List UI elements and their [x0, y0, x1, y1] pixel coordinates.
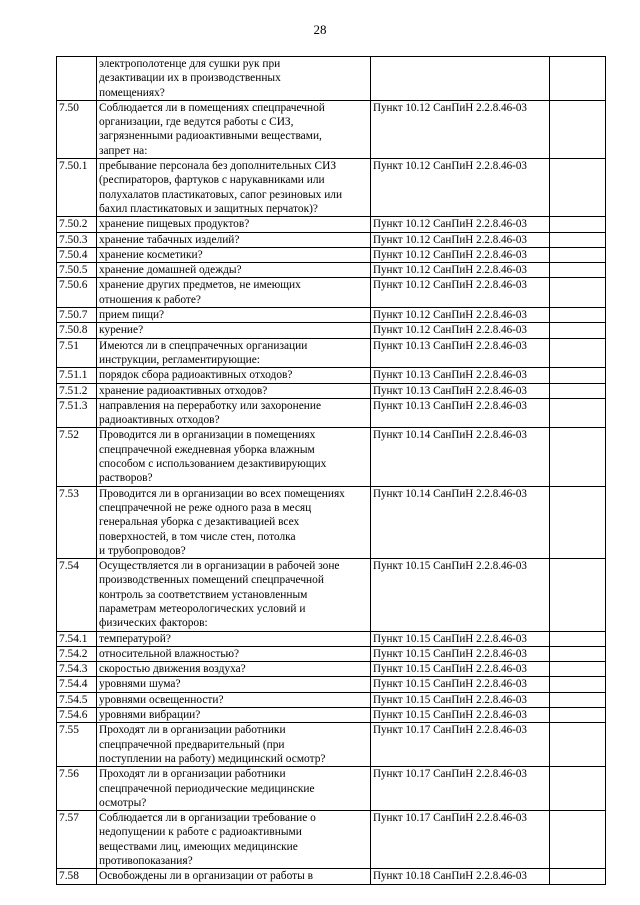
- question-text: хранение радиоактивных отходов?: [99, 384, 268, 397]
- table-row: [57, 247, 606, 262]
- reference-text: Пункт 10.13 СанПиН 2.2.8.46-03: [373, 384, 527, 397]
- reference-cell: [371, 428, 550, 486]
- item-number-cell: [57, 646, 97, 661]
- item-number-cell: [57, 308, 97, 323]
- question-text: уровнями освещенности?: [99, 693, 224, 706]
- note-cell: [550, 486, 606, 558]
- item-number-cell: [57, 323, 97, 338]
- reference-cell: [371, 869, 550, 884]
- table-row: [57, 646, 606, 661]
- reference-cell: [371, 692, 550, 707]
- table-row: [57, 692, 606, 707]
- note-cell: [550, 559, 606, 631]
- question-text: Соблюдается ли в организации требование о недопущении к работе с радиоактивными веществами лиц, имеющих медицинские противопоказания?: [99, 812, 316, 868]
- item-number-text: 7.52: [59, 429, 79, 442]
- question-text: Проходят ли в организации работники спецпрачечной периодические медицинские осмотры?: [99, 768, 315, 809]
- table-row: [57, 631, 606, 646]
- reference-cell: [371, 217, 550, 232]
- question-cell: [97, 263, 371, 278]
- reference-cell: [371, 368, 550, 383]
- reference-cell: [371, 723, 550, 767]
- reference-text: Пункт 10.15 СанПиН 2.2.8.46-03: [373, 632, 527, 645]
- item-number-cell: [57, 159, 97, 217]
- question-text: курение?: [99, 324, 144, 337]
- question-text: Освобождены ли в организации от работы в: [99, 870, 313, 883]
- table-row: [57, 232, 606, 247]
- question-cell: [97, 368, 371, 383]
- item-number-cell: [57, 559, 97, 631]
- table-row: [57, 308, 606, 323]
- table-row: [57, 217, 606, 232]
- item-number-text: 7.54.1: [59, 632, 88, 645]
- note-cell: [550, 247, 606, 262]
- item-number-text: 7.57: [59, 812, 79, 825]
- item-number-text: 7.55: [59, 724, 79, 737]
- question-cell: [97, 278, 371, 308]
- reference-cell: [371, 662, 550, 677]
- reference-cell: [371, 323, 550, 338]
- table-row: [57, 767, 606, 811]
- note-cell: [550, 869, 606, 884]
- question-cell: [97, 811, 371, 869]
- question-cell: [97, 398, 371, 428]
- question-cell: [97, 677, 371, 692]
- question-text: Соблюдается ли в помещениях спецпрачечной организации, где ведутся работы с СИЗ, загрязненными радиоактивными веществами, запрет на:: [99, 101, 325, 157]
- reference-text: Пункт 10.13 СанПиН 2.2.8.46-03: [373, 339, 527, 352]
- question-text: Имеются ли в спецпрачечных организации инструкции, регламентирующие:: [99, 339, 308, 366]
- item-number-text: 7.50.5: [59, 264, 88, 277]
- question-cell: [97, 308, 371, 323]
- item-number-text: 7.50: [59, 101, 79, 114]
- question-text: температурой?: [99, 632, 171, 645]
- question-text: пребывание персонала без дополнительных СИЗ (респираторов, фартуков с нарукавниками или полухалатов пластикатовых, сапог резиновых или бахил пластикатовых и защитных перчаток)?: [99, 160, 343, 215]
- question-text: Проводится ли в организации во всех помещениях спецпрачечной не реже одного раза в месяц генеральная уборка с дезактивацией всех поверхностей, в том числе стен, потолка и трубопроводов?: [99, 487, 345, 557]
- note-cell: [550, 723, 606, 767]
- question-cell: [97, 662, 371, 677]
- item-number-cell: [57, 692, 97, 707]
- reference-cell: [371, 159, 550, 217]
- reference-cell: [371, 247, 550, 262]
- question-cell: [97, 559, 371, 631]
- reference-cell: [371, 486, 550, 558]
- item-number-text: 7.50.1: [59, 160, 88, 173]
- item-number-text: 7.51.3: [59, 399, 88, 412]
- table-row: [57, 323, 606, 338]
- question-cell: [97, 383, 371, 398]
- table-row: [57, 486, 606, 558]
- reference-text: Пункт 10.17 СанПиН 2.2.8.46-03: [373, 724, 527, 737]
- question-text: порядок сбора радиоактивных отходов?: [99, 369, 293, 382]
- item-number-text: 7.53: [59, 487, 79, 500]
- reference-cell: [371, 100, 550, 158]
- question-cell: [97, 57, 371, 101]
- question-text: прием пищи?: [99, 309, 165, 322]
- question-cell: [97, 692, 371, 707]
- item-number-cell: [57, 217, 97, 232]
- table-row: [57, 263, 606, 278]
- reference-text: Пункт 10.15 СанПиН 2.2.8.46-03: [373, 663, 527, 676]
- page-number: 28: [313, 22, 327, 37]
- question-cell: [97, 631, 371, 646]
- reference-cell: [371, 278, 550, 308]
- question-cell: [97, 767, 371, 811]
- item-number-text: 7.51.1: [59, 369, 88, 382]
- note-cell: [550, 811, 606, 869]
- note-cell: [550, 263, 606, 278]
- item-number-text: 7.54.3: [59, 663, 88, 676]
- note-cell: [550, 631, 606, 646]
- item-number-cell: [57, 338, 97, 368]
- item-number-cell: [57, 677, 97, 692]
- reference-text: Пункт 10.12 СанПиН 2.2.8.46-03: [373, 309, 527, 322]
- reference-text: Пункт 10.15 СанПиН 2.2.8.46-03: [373, 647, 527, 660]
- question-text: хранение пищевых продуктов?: [99, 218, 250, 231]
- table-row: [57, 159, 606, 217]
- item-number-cell: [57, 247, 97, 262]
- note-cell: [550, 323, 606, 338]
- question-cell: [97, 100, 371, 158]
- reference-cell: [371, 559, 550, 631]
- item-number-text: 7.54.5: [59, 693, 88, 706]
- item-number-text: 7.50.8: [59, 324, 88, 337]
- reference-text: Пункт 10.17 СанПиН 2.2.8.46-03: [373, 812, 527, 825]
- reference-text: Пункт 10.12 СанПиН 2.2.8.46-03: [373, 248, 527, 261]
- item-number-cell: [57, 383, 97, 398]
- reference-text: Пункт 10.14 СанПиН 2.2.8.46-03: [373, 487, 527, 500]
- reference-text: Пункт 10.12 СанПиН 2.2.8.46-03: [373, 160, 527, 173]
- reference-text: Пункт 10.15 СанПиН 2.2.8.46-03: [373, 709, 527, 722]
- table-row: [57, 383, 606, 398]
- item-number-cell: [57, 708, 97, 723]
- table-row: [57, 708, 606, 723]
- table-row: [57, 278, 606, 308]
- question-cell: [97, 723, 371, 767]
- reference-cell: [371, 263, 550, 278]
- note-cell: [550, 159, 606, 217]
- item-number-cell: [57, 232, 97, 247]
- reference-text: Пункт 10.12 СанПиН 2.2.8.46-03: [373, 264, 527, 277]
- note-cell: [550, 662, 606, 677]
- item-number-cell: [57, 767, 97, 811]
- note-cell: [550, 767, 606, 811]
- item-number-cell: [57, 398, 97, 428]
- item-number-text: 7.50.3: [59, 233, 88, 246]
- reference-cell: [371, 811, 550, 869]
- item-number-cell: [57, 368, 97, 383]
- item-number-cell: [57, 100, 97, 158]
- question-text: уровнями вибрации?: [99, 709, 201, 722]
- reference-cell: [371, 677, 550, 692]
- question-cell: [97, 486, 371, 558]
- item-number-text: 7.50.2: [59, 218, 88, 231]
- reference-cell: [371, 398, 550, 428]
- item-number-cell: [57, 662, 97, 677]
- question-cell: [97, 323, 371, 338]
- question-cell: [97, 247, 371, 262]
- note-cell: [550, 677, 606, 692]
- question-cell: [97, 338, 371, 368]
- question-cell: [97, 232, 371, 247]
- reference-cell: [371, 308, 550, 323]
- table-row: [57, 368, 606, 383]
- reference-cell: [371, 338, 550, 368]
- question-text: Проходят ли в организации работники спецпрачечной предварительный (при поступлении на работу) медицинский осмотр?: [99, 724, 326, 765]
- item-number-text: 7.51.2: [59, 384, 88, 397]
- reference-text: Пункт 10.13 СанПиН 2.2.8.46-03: [373, 369, 527, 382]
- reference-cell: [371, 383, 550, 398]
- question-text: хранение табачных изделий?: [99, 233, 240, 246]
- note-cell: [550, 383, 606, 398]
- question-text: хранение домашней одежды?: [99, 264, 242, 277]
- note-cell: [550, 232, 606, 247]
- note-cell: [550, 338, 606, 368]
- item-number-text: 7.54.6: [59, 709, 88, 722]
- question-text: уровнями шума?: [99, 678, 181, 691]
- question-text: электрополотенце для сушки рук при дезактивации их в производственных помещениях?: [99, 58, 281, 99]
- question-cell: [97, 428, 371, 486]
- reference-cell: [371, 57, 550, 101]
- note-cell: [550, 398, 606, 428]
- question-cell: [97, 708, 371, 723]
- item-number-text: 7.56: [59, 768, 79, 781]
- reference-text: Пункт 10.12 СанПиН 2.2.8.46-03: [373, 101, 527, 114]
- item-number-cell: [57, 631, 97, 646]
- item-number-text: 7.54.2: [59, 647, 88, 660]
- item-number-cell: [57, 263, 97, 278]
- item-number-text: 7.50.7: [59, 309, 88, 322]
- item-number-cell: [57, 811, 97, 869]
- reference-text: Пункт 10.12 СанПиН 2.2.8.46-03: [373, 218, 527, 231]
- item-number-text: 7.50.6: [59, 279, 88, 292]
- item-number-text: 7.50.4: [59, 248, 88, 261]
- checklist-table: [56, 56, 606, 885]
- item-number-cell: [57, 486, 97, 558]
- note-cell: [550, 57, 606, 101]
- table-row: [57, 559, 606, 631]
- reference-text: Пункт 10.18 СанПиН 2.2.8.46-03: [373, 870, 527, 883]
- item-number-text: 7.51: [59, 339, 79, 352]
- reference-cell: [371, 631, 550, 646]
- item-number-cell: [57, 57, 97, 101]
- note-cell: [550, 428, 606, 486]
- item-number-cell: [57, 723, 97, 767]
- item-number-text: 7.54: [59, 560, 79, 573]
- table-row: [57, 398, 606, 428]
- question-text: хранение других предметов, не имеющих отношения к работе?: [99, 279, 301, 306]
- question-text: Проводится ли в организации в помещениях спецпрачечной ежедневная уборка влажным способом с использованием дезактивирующих растворов?: [99, 429, 327, 485]
- table-row: [57, 869, 606, 884]
- reference-cell: [371, 708, 550, 723]
- table-row: [57, 57, 606, 101]
- item-number-cell: [57, 278, 97, 308]
- reference-text: Пункт 10.14 СанПиН 2.2.8.46-03: [373, 429, 527, 442]
- note-cell: [550, 692, 606, 707]
- note-cell: [550, 217, 606, 232]
- question-cell: [97, 646, 371, 661]
- question-cell: [97, 217, 371, 232]
- table-row: [57, 662, 606, 677]
- item-number-text: 7.58: [59, 870, 79, 883]
- item-number-cell: [57, 428, 97, 486]
- table-row: [57, 338, 606, 368]
- reference-cell: [371, 232, 550, 247]
- question-text: скоростью движения воздуха?: [99, 663, 246, 676]
- item-number-cell: [57, 869, 97, 884]
- reference-text: Пункт 10.12 СанПиН 2.2.8.46-03: [373, 279, 527, 292]
- note-cell: [550, 100, 606, 158]
- question-text: хранение косметики?: [99, 248, 203, 261]
- question-cell: [97, 869, 371, 884]
- reference-text: Пункт 10.12 СанПиН 2.2.8.46-03: [373, 324, 527, 337]
- table-row: [57, 100, 606, 158]
- note-cell: [550, 646, 606, 661]
- note-cell: [550, 708, 606, 723]
- reference-cell: [371, 646, 550, 661]
- question-cell: [97, 159, 371, 217]
- table-row: [57, 428, 606, 486]
- note-cell: [550, 308, 606, 323]
- note-cell: [550, 278, 606, 308]
- reference-text: Пункт 10.13 СанПиН 2.2.8.46-03: [373, 399, 527, 412]
- item-number-text: 7.54.4: [59, 678, 88, 691]
- reference-text: Пункт 10.15 СанПиН 2.2.8.46-03: [373, 678, 527, 691]
- question-text: Осуществляется ли в организации в рабочей зоне производственных помещений спецпрачечной контроль за соответствием установленным параметрам метеорологических условий и физических факторов:: [99, 560, 340, 630]
- reference-text: Пункт 10.15 СанПиН 2.2.8.46-03: [373, 693, 527, 706]
- question-text: направления на переработку или захоронение радиоактивных отходов?: [99, 399, 322, 427]
- note-cell: [550, 368, 606, 383]
- table-row: [57, 811, 606, 869]
- reference-text: Пункт 10.17 СанПиН 2.2.8.46-03: [373, 768, 527, 781]
- reference-text: Пункт 10.15 СанПиН 2.2.8.46-03: [373, 560, 527, 573]
- table-row: [57, 723, 606, 767]
- reference-cell: [371, 767, 550, 811]
- question-text: относительной влажностью?: [99, 647, 240, 660]
- table-row: [57, 677, 606, 692]
- reference-text: Пункт 10.12 СанПиН 2.2.8.46-03: [373, 233, 527, 246]
